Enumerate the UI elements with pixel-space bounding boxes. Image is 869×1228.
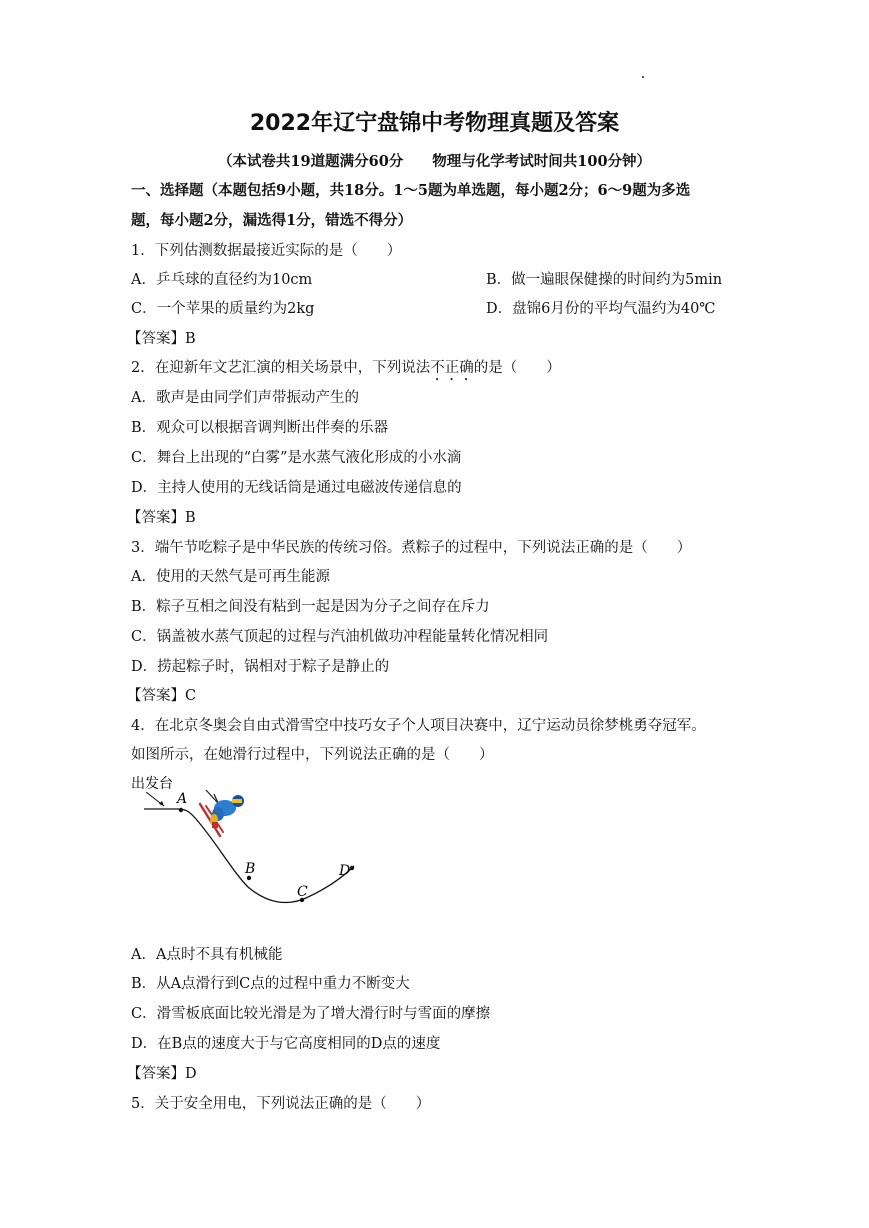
q2-stem-pre: 2．在迎新年文艺汇演的相关场景中，下列说法 [131,360,431,376]
page-mark [642,76,644,78]
q2-option-d: D．主持人使用的无线话筒是通过电磁波传递信息的 [131,480,462,496]
q4-stem-line1: 4．在北京冬奥会自由式滑雪空中技巧女子个人项目决赛中，辽宁运动员徐梦桃勇夺冠军。 [131,718,706,734]
q2-option-c: C．舞台上出现的“白雾”是水蒸气液化形成的小水滴 [131,450,462,466]
q4-option-c: C．滑雪板底面比较光滑是为了增大滑行时与雪面的摩擦 [131,1006,491,1022]
q3-option-d: D．捞起粽子时，锅相对于粽子是静止的 [131,659,390,675]
q2-answer: 【答案】B [127,510,196,526]
pointer-arrowhead [159,801,164,806]
q4-option-b: B．从A点滑行到C点的过程中重力不断变大 [131,976,410,992]
ski-track-figure [128,772,368,912]
q4-option-a: A．A点时不具有机械能 [131,947,283,963]
q1-option-a: A．乒乓球的直径约为10cm [131,272,313,288]
point-a-dot [179,808,183,812]
q4-option-d: D．在B点的速度大于与它高度相同的D点的速度 [131,1036,441,1052]
q1-option-d: D．盘锦6月份的平均气温约为40℃ [486,301,716,317]
q2-stem-post: 的是（ ） [473,360,561,376]
page-title: 2022年辽宁盘锦中考物理真题及答案 [249,111,620,136]
ski-track-curve [144,809,354,903]
q1-option-b: B．做一遍眼保健操的时间约为5min [486,272,723,288]
skier-icon [200,790,244,836]
point-c-label: C [297,884,308,900]
q3-option-a: A．使用的天然气是可再生能源 [131,569,330,585]
q3-option-c: C．锅盖被水蒸气顶起的过程与汽油机做功冲程能量转化情况相同 [131,629,549,645]
point-d-label: D [339,863,351,879]
exam-subtitle: （本试卷共19道题满分60分 物理与化学考试时间共100分钟） [217,153,652,170]
q1-stem: 1．下列估测数据最接近实际的是（ ） [131,243,402,259]
q1-option-c: C．一个苹果的质量约为2kg [131,301,315,317]
q5-stem: 5．关于安全用电，下列说法正确的是（ ） [131,1096,431,1112]
point-d-dot [350,866,354,870]
q3-stem: 3．端午节吃粽子是中华民族的传统习俗。煮粽子的过程中，下列说法正确的是（ ） [131,540,692,556]
q2-stem [131,358,561,384]
q1-answer: 【答案】B [127,331,196,347]
q3-answer: 【答案】C [127,688,197,704]
q4-answer: 【答案】D [127,1066,197,1082]
section-heading-line2: 题，每小题2分，漏选得1分，错选不得分） [131,212,413,229]
q2-stem-emphasis: 不正确 [430,360,474,376]
q2-option-b: B．观众可以根据音调判断出伴奏的乐器 [131,420,389,436]
start-platform-label: 出发台 [131,776,173,792]
point-a-label: A [177,791,188,807]
q4-stem-line2: 如图所示，在她滑行过程中，下列说法正确的是（ ） [131,747,494,763]
point-b-label: B [245,861,256,877]
section-heading-line1: 一、选择题（本题包括9小题，共18分。1～5题为单选题，每小题2分；6～9题为多选 [131,182,691,199]
q3-option-b: B．粽子互相之间没有粘到一起是因为分子之间存在斥力 [131,599,490,615]
q2-option-a: A．歌声是由同学们声带振动产生的 [131,390,359,406]
